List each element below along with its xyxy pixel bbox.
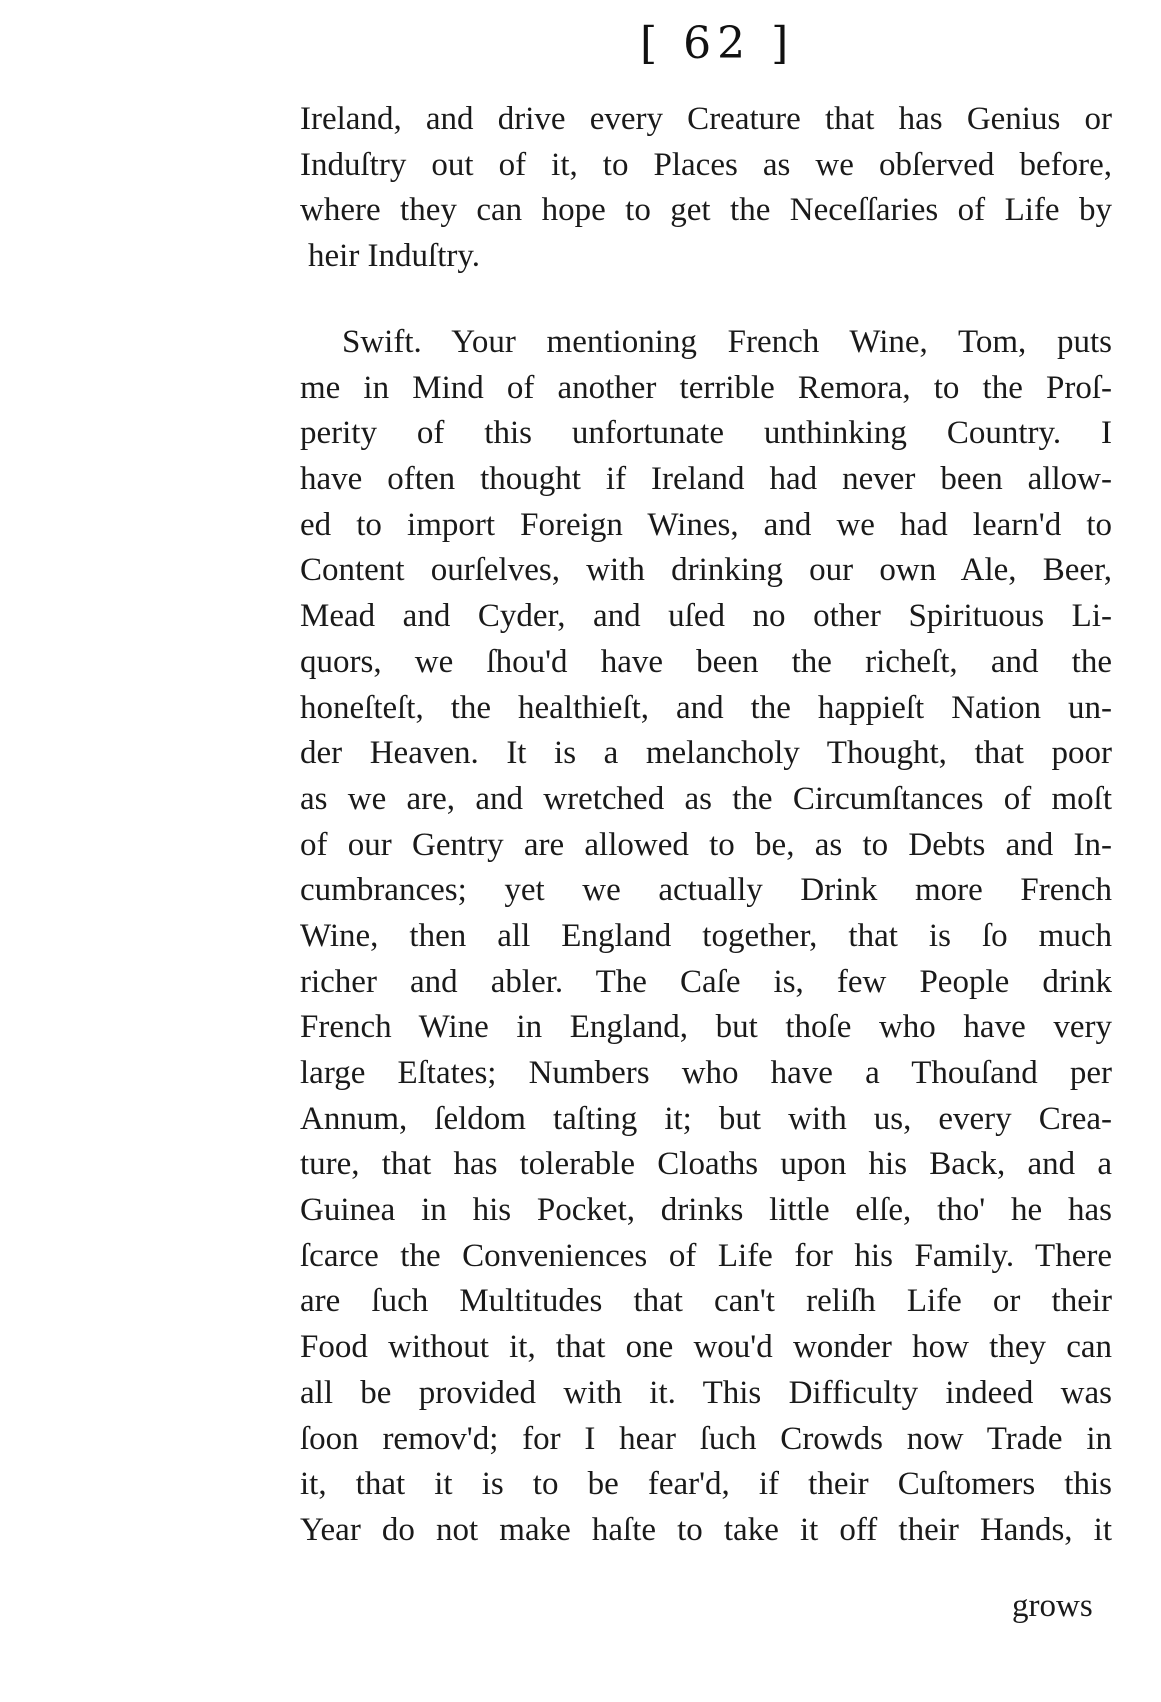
text-line: large Eſtates; Numbers who have a Thouſand per: [300, 1055, 1112, 1091]
catchword: grows: [1012, 1588, 1093, 1624]
text-line: of our Gentry are allowed to be, as to Debts and In-: [300, 826, 1112, 863]
text-line: richer and abler. The Caſe is, few People drink: [300, 963, 1112, 1000]
main-paragraph: [300, 320, 1112, 1554]
text-line: Annum, ſeldom taſting it; but with us, every Crea-: [300, 1100, 1112, 1137]
text-line: ſcarce the Conveniences of Life for his Family. There: [300, 1237, 1112, 1274]
text-line: Wine, then all England together, that is ſo much: [300, 917, 1112, 954]
text-line: der Heaven. It is a melancholy Thought, that poor: [300, 735, 1112, 772]
text-line: honeſteſt, the healthieſt, and the happieſt Nation un-: [300, 689, 1112, 726]
text-line: French Wine in England, but thoſe who have very: [300, 1009, 1112, 1046]
text-line: it, that it is to be fear'd, if their Cuſtomers this: [300, 1466, 1112, 1503]
text-line: are ſuch Multitudes that can't reliſh Life or their: [300, 1283, 1112, 1320]
text-line: Ireland, and drive every Creature that has Genius or: [300, 101, 1112, 137]
text-line: quors, we ſhou'd have been the richeſt, and the: [300, 643, 1112, 680]
text-line: have often thought if Ireland had never been allow-: [300, 461, 1112, 498]
page-number: [ 62 ]: [640, 18, 795, 69]
text-line: me in Mind of another terrible Remora, to the Proſ-: [300, 369, 1112, 406]
text-line: Induſtry out of it, to Places as we obſerved before,: [300, 146, 1112, 183]
text-line: perity of this unfortunate unthinking Country. I: [300, 415, 1112, 452]
text-line: cumbrances; yet we actually Drink more French: [300, 872, 1112, 909]
text-line: Food without it, that one wou'd wonder how they can: [300, 1329, 1112, 1366]
text-line: as we are, and wretched as the Circumſtances of moſt: [300, 780, 1112, 817]
text-line: where they can hope to get the Neceſſaries of Life by: [300, 192, 1112, 229]
text-line: ſoon remov'd; for I hear ſuch Crowds now Trade in: [300, 1420, 1112, 1457]
text-line: Year do not make haſte to take it off their Hands, it: [300, 1511, 1112, 1548]
text-line: all be provided with it. This Difficulty indeed was: [300, 1374, 1112, 1411]
text-line: Guinea in his Pocket, drinks little elſe, tho' he has: [300, 1192, 1112, 1229]
opening-paragraph: [300, 97, 1112, 280]
text-line: Swift. Your mentioning French Wine, Tom, puts: [342, 324, 1112, 360]
text-line: Content ourſelves, with drinking our own Ale, Beer,: [300, 552, 1112, 589]
text-line: ture, that has tolerable Cloaths upon his Back, and a: [300, 1146, 1112, 1183]
text-line: Mead and Cyder, and uſed no other Spirituous Li-: [300, 598, 1112, 635]
text-line: heir Induſtry.: [308, 238, 480, 275]
text-line: ed to import Foreign Wines, and we had learn'd to: [300, 506, 1112, 543]
